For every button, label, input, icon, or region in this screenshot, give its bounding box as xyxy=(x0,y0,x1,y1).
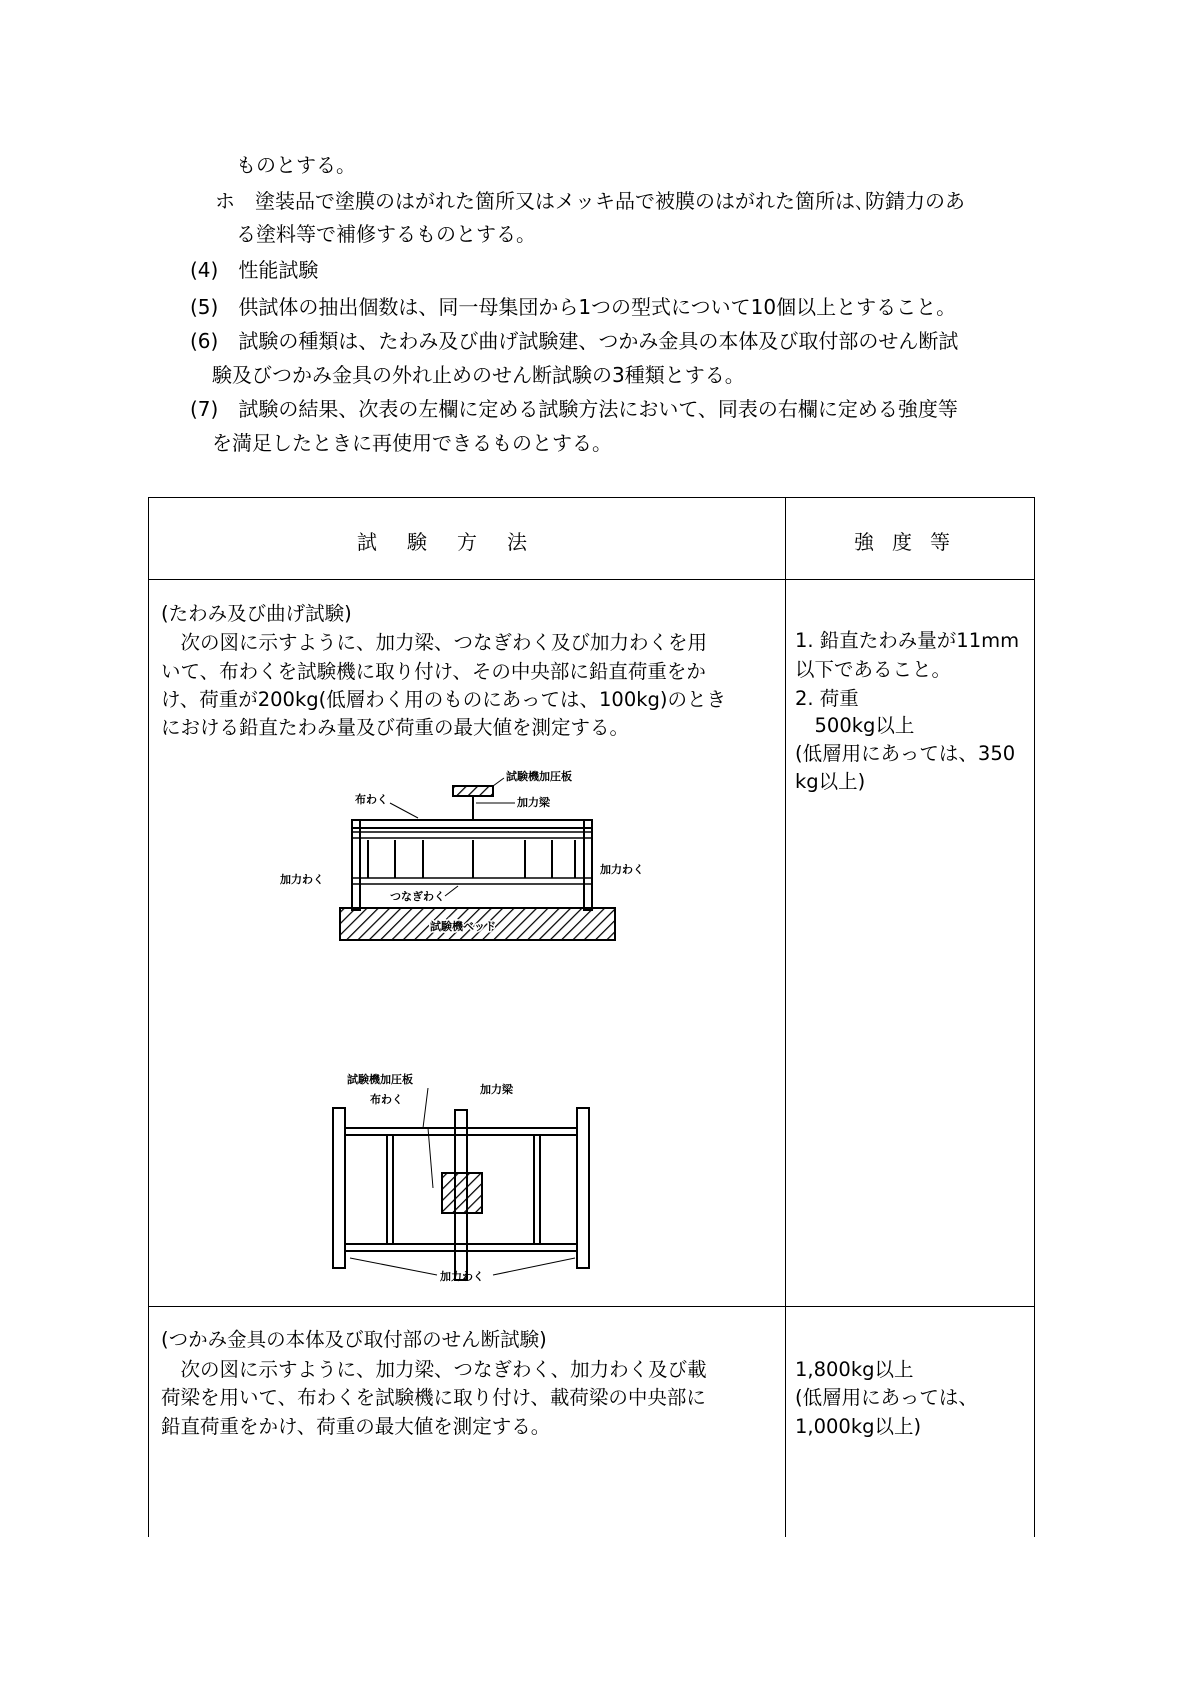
method-line: 次の図に示すように、加力梁、つなぎわく、加力わく及び載 xyxy=(161,1358,707,1381)
method-title: (つかみ金具の本体及び取付部のせん断試験) xyxy=(161,1328,547,1351)
label-loading-frame-right: 加力わく xyxy=(600,863,644,876)
label-connecting-frame: つなぎわく xyxy=(390,890,445,903)
strength-line: kg以上) xyxy=(795,770,866,793)
header-test-method: 試験方法 xyxy=(357,530,557,554)
label-loading-beam: 加力梁 xyxy=(517,796,550,809)
method-line: け、荷重が200kg(低層わく用のものにあっては、100kg)のとき xyxy=(161,688,727,711)
cloth-frame xyxy=(352,820,592,828)
body-line: る塗料等で補修するものとする。 xyxy=(236,222,536,246)
label-loading-frame: 加力わく xyxy=(440,1270,484,1283)
method-line: 鉛直荷重をかけ、荷重の最大値を測定する。 xyxy=(161,1415,551,1438)
label-test-bed: 試験機ベッド xyxy=(430,920,496,933)
method-line: 荷梁を用いて、布わくを試験機に取り付け、載荷梁の中央部に xyxy=(161,1386,706,1409)
label-loading-beam: 加力梁 xyxy=(480,1083,513,1096)
label-loading-frame-left: 加力わく xyxy=(280,873,324,886)
plan-view-figure xyxy=(325,1068,600,1283)
section-heading: (4) 性能試験 xyxy=(190,258,319,282)
body-line: 験及びつかみ金具の外れ止めのせん断試験の3種類とする。 xyxy=(212,363,745,387)
body-line: (5) 供試体の抽出個数は、同一母集団から1つの型式について10個以上とすること。 xyxy=(190,295,957,319)
label-press-plate: 試験機加圧板 xyxy=(506,770,572,783)
body-line: ホ 塗装品で塗膜のはがれた箇所又はメッキ品で被膜のはがれた箇所は､防錆力のあ xyxy=(215,189,965,213)
row-divider xyxy=(149,579,1034,580)
strength-line: 500kg以上 xyxy=(795,714,915,737)
press-plate xyxy=(453,786,493,796)
header-strength: 強度等 xyxy=(854,530,968,554)
label-cloth-frame: 布わく xyxy=(355,793,388,806)
strength-line: 以下であること。 xyxy=(795,658,952,681)
row-divider xyxy=(149,1306,1034,1307)
strength-line: 1,800kg以上 xyxy=(795,1358,914,1381)
method-line: いて、布わくを試験機に取り付け、その中央部に鉛直荷重をか xyxy=(161,660,706,683)
test-table xyxy=(148,497,1035,1537)
body-line: を満足したときに再使用できるものとする。 xyxy=(212,431,612,455)
method-title: (たわみ及び曲げ試験) xyxy=(161,602,352,625)
strength-line: (低層用にあっては、350 xyxy=(795,742,1016,765)
strength-line: (低層用にあっては、 xyxy=(795,1386,978,1409)
body-line: (6) 試験の種類は、たわみ及び曲げ試験建、つかみ金具の本体及び取付部のせん断試 xyxy=(190,329,959,353)
strength-line: 1,000kg以上) xyxy=(795,1415,922,1438)
strength-line: 2. 荷重 xyxy=(795,687,859,710)
label-cloth-frame: 布わく xyxy=(370,1093,403,1106)
body-line: (7) 試験の結果、次表の左欄に定める試験方法において、同表の右欄に定める強度等 xyxy=(190,397,958,421)
method-line: における鉛直たわみ量及び荷重の最大値を測定する。 xyxy=(161,716,630,739)
body-line: ものとする。 xyxy=(236,153,356,177)
method-line: 次の図に示すように、加力梁、つなぎわく及び加力わくを用 xyxy=(161,631,708,654)
side-view-figure xyxy=(280,768,650,963)
column-divider xyxy=(785,498,786,1537)
label-press-plate: 試験機加圧板 xyxy=(347,1073,413,1086)
strength-line: 1. 鉛直たわみ量が11mm xyxy=(795,629,1020,652)
